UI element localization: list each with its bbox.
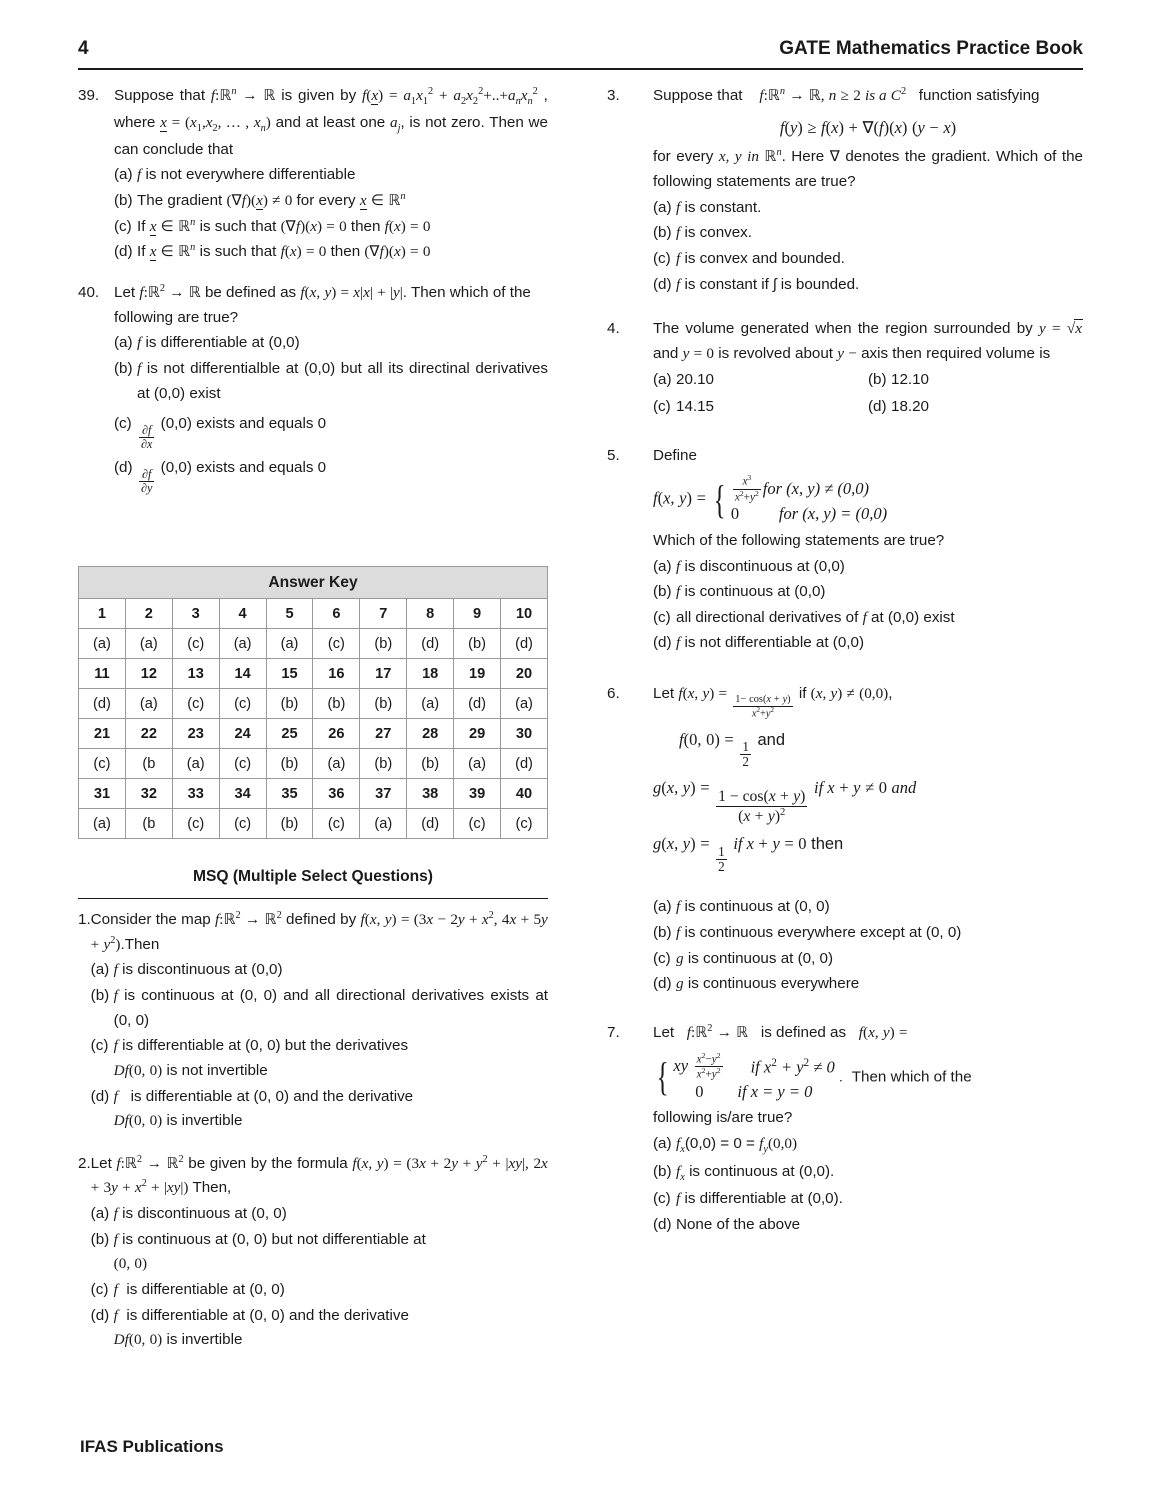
akey-ans: (c) — [454, 809, 501, 839]
akey-ans: (b — [125, 809, 172, 839]
option-label: (d) — [653, 975, 672, 993]
question-stem-cont: Which of the following statements are true? — [653, 531, 945, 549]
option-b: (b) f is continuous at (0,0) — [653, 580, 1083, 605]
question-number: 5. — [607, 446, 620, 464]
akey-ans: (d) — [79, 689, 126, 719]
option-label: (c) — [90, 1037, 109, 1055]
option-label: (a) — [90, 1205, 110, 1223]
stem-text-1: Let — [114, 284, 136, 301]
option-a: (a) $f_x(0,0) = 0 = f_y(0,0)$ — [653, 1132, 1083, 1159]
formula-convexity: f(y) ≥ f(x) + ∇(f)(x) (y − x) — [779, 117, 957, 137]
akey-num: 33 — [172, 779, 219, 809]
option-c: (c) g is continuous at (0, 0) — [653, 947, 1083, 972]
option-text: (0,0) = 0 = — [684, 1134, 755, 1152]
akey-ans: (b) — [360, 749, 407, 779]
akey-num: 14 — [219, 659, 266, 689]
partial-derivative-y: $\frac{\partial f}{\partial y}$ — [141, 467, 153, 496]
option-label: (a) — [653, 1134, 672, 1152]
option-a — [653, 368, 868, 393]
option-text: is differentiable at (0,0). — [684, 1190, 843, 1208]
akey-num: 39 — [454, 779, 501, 809]
table-row — [79, 659, 548, 689]
option-label: (d) — [90, 1306, 110, 1324]
options-row-1 — [653, 368, 1083, 393]
akey-ans: (a) — [219, 629, 266, 659]
question-number: 2. — [78, 1154, 91, 1172]
stem-text-1: Suppose that — [114, 87, 206, 105]
stem-text-1: Suppose that — [653, 87, 743, 105]
option-label: (b) — [653, 924, 672, 942]
option-text: is invertible — [166, 1331, 243, 1349]
option-b: (b) $f_x$ is continuous at (0,0). — [653, 1160, 1083, 1187]
akey-ans: (a) — [266, 629, 313, 659]
option-label: (a) — [653, 198, 672, 216]
question-3 — [607, 84, 1083, 297]
stem-text-2: defined by — [286, 911, 357, 929]
option-label: (b) — [114, 359, 133, 377]
option-text: 18.20 — [891, 398, 930, 416]
options-row-2 — [653, 395, 1083, 420]
option-label: (a) — [114, 166, 133, 184]
akey-ans: (b) — [454, 629, 501, 659]
option-text: is discontinuous at (0,0) — [684, 557, 845, 575]
option-c: (c) If x ∈ ℝ$^n$ is such that (∇f)(x) = 0 then f(x) = 0 — [114, 215, 548, 240]
option-c: (c) f is differentiable at (0,0). — [653, 1187, 1083, 1212]
option-label: (b) — [653, 1162, 672, 1180]
akey-num: 5 — [266, 599, 313, 629]
akey-num: 9 — [454, 599, 501, 629]
option-label: (c) — [114, 217, 132, 235]
akey-ans: (c) — [313, 629, 360, 659]
option-label: (b) — [90, 987, 110, 1004]
akey-num: 2 — [125, 599, 172, 629]
stem-text-1: The volume generated when the region surrounded by — [653, 320, 1033, 338]
option-c-cont: Df(0, 0) is not invertible — [113, 1061, 268, 1079]
fraction-x3-over-x2y2: $\frac{x^3}{x^2+y^2}$ — [734, 473, 759, 504]
option-text: is continuous at (0, 0) — [687, 949, 834, 967]
question-stem: Let f(x, y) = $\frac{1- \cos(x + y)}{x^2+y^2}$ if (x, y) ≠ (0,0), — [653, 685, 893, 720]
option-text: is discontinuous at (0,0) — [122, 961, 283, 979]
option-label: (d) — [653, 275, 672, 293]
option-text: If — [137, 217, 146, 235]
option-label: (b) — [868, 371, 887, 389]
akey-ans: (a) — [313, 749, 360, 779]
option-label: (b) — [653, 583, 672, 601]
question-stem: Suppose that f:ℝ$^n$ → ℝ, n ≥ 2 is a $C^2$ function satisfying — [653, 86, 1040, 105]
akey-ans: (b — [125, 749, 172, 779]
option-label: (c) — [653, 949, 671, 967]
option-label: (d) — [868, 398, 887, 416]
case-2-value: 0 — [695, 1081, 704, 1101]
question-number: 40. — [78, 283, 100, 301]
stem-text-1: Let — [653, 685, 675, 703]
akey-ans: (b) — [313, 689, 360, 719]
stem-text-1: Let — [653, 1023, 675, 1041]
akey-ans: (b) — [360, 629, 407, 659]
akey-ans: (b) — [266, 809, 313, 839]
option-c: (c) f is differentiable at (0, 0) but the derivatives — [91, 1034, 548, 1059]
option-text: is continuous at (0, 0) and all directional derivatives exists at (0, 0) — [113, 987, 548, 1029]
publisher-footer: IFAS Publications — [80, 1437, 224, 1456]
question-number: 1. — [78, 911, 91, 928]
option-text: is continuous at (0,0) — [684, 583, 826, 601]
option-text: is continuous everywhere except at (0, 0) — [684, 924, 962, 942]
akey-num: 15 — [266, 659, 313, 689]
option-label: (d) — [114, 243, 133, 261]
fraction-one-half-2: $\frac{1}{2}$ — [718, 843, 725, 874]
akey-num: 19 — [454, 659, 501, 689]
option-label: (b) — [114, 191, 133, 209]
option-a: (a) f is continuous at (0, 0) — [653, 895, 1083, 920]
akey-ans: (a) — [360, 809, 407, 839]
header-divider — [78, 68, 1083, 70]
akey-num: 12 — [125, 659, 172, 689]
akey-ans: (d) — [501, 749, 548, 779]
question-number: 4. — [607, 320, 620, 338]
akey-num: 25 — [266, 719, 313, 749]
akey-ans: (c) — [219, 689, 266, 719]
option-d-cont: Df(0, 0) is invertible — [113, 1112, 243, 1130]
option-d — [114, 456, 548, 494]
akey-ans: (c) — [172, 689, 219, 719]
akey-num: 4 — [219, 599, 266, 629]
akey-num: 38 — [407, 779, 454, 809]
akey-ans: (c) — [172, 629, 219, 659]
option-d — [653, 1213, 1083, 1238]
option-a: (a) f is discontinuous at (0,0) — [653, 555, 1083, 580]
option-c: (c) f is differentiable at (0, 0) — [91, 1278, 548, 1303]
akey-ans: (a) — [125, 629, 172, 659]
akey-num: 32 — [125, 779, 172, 809]
case-1-condition: for (x, y) ≠ (0,0) — [762, 479, 869, 499]
stem-text-3: Then which of the — [851, 1068, 972, 1086]
option-label: (c) — [90, 1281, 109, 1298]
stem-text-2: and — [757, 730, 786, 749]
option-a: (a) f is discontinuous at (0,0) — [91, 958, 548, 983]
option-d: (d) f is constant if ʃ is bounded. — [653, 273, 1083, 298]
question-number: 3. — [607, 87, 620, 104]
option-text: None of the above — [676, 1216, 801, 1234]
option-text: is not differentialble at (0,0) but all its directinal derivatives at (0,0) exist — [137, 359, 548, 402]
question-stem: Let f:ℝ$^2$ → ℝ$^2$ be given by the formula f(x, $y) = (3x + 2y + y^2 + |xy|$, $2x + 3y + x^2 + |xy|$) Then, — [90, 1153, 548, 1197]
akey-ans: (a) — [454, 749, 501, 779]
option-text: is not everywhere differentiable — [145, 166, 356, 184]
table-row — [79, 779, 548, 809]
page-number: 4 — [78, 38, 89, 59]
option-text: 14.15 — [676, 398, 715, 416]
table-row — [79, 629, 548, 659]
fraction-g: $\frac{1 - \cos(x + y)}{(x + y)^2}$ — [718, 788, 806, 825]
question-stem: Consider the map f:ℝ$^2$ → ℝ$^2$ defined by f(x, $y) = (3x - 2y + x^2$, $4x + 5y + y^2).Then$ — [90, 910, 548, 953]
option-label: (c) — [114, 415, 132, 433]
option-d: (d) f is not differentiable at (0,0) — [653, 631, 1083, 656]
option-text: 20.10 — [676, 371, 715, 389]
akey-num: 26 — [313, 719, 360, 749]
option-label: (d) — [653, 634, 672, 652]
stem-text-3: is revolved about — [718, 344, 834, 362]
case-2-value: 0 — [730, 504, 740, 524]
option-d: (d) g is continuous everywhere — [653, 972, 1083, 997]
option-label: (b) — [653, 224, 672, 242]
option-d: (d) If x ∈ ℝ$^n$ is such that f(x) = 0 then (∇f)(x) = 0 — [114, 240, 548, 265]
right-column — [607, 84, 1083, 1252]
akey-ans: (d) — [501, 629, 548, 659]
option-label: (b) — [90, 1230, 110, 1248]
option-text: is differentiable at (0, 0) and the derivative — [130, 1087, 414, 1105]
akey-ans: (d) — [407, 809, 454, 839]
option-label: (a) — [653, 898, 672, 916]
option-c — [114, 412, 548, 450]
akey-ans: (c) — [313, 809, 360, 839]
option-text: The gradient — [137, 191, 223, 209]
option-a: (a) f is differentiable at (0,0) — [114, 331, 548, 356]
option-d-cont: Df(0, 0) is invertible — [113, 1331, 243, 1349]
akey-num: 11 — [79, 659, 126, 689]
stem-text-2: and — [653, 344, 679, 362]
answer-key-table — [78, 566, 548, 839]
stem-text-3: then — [811, 835, 844, 854]
akey-ans: (c) — [219, 749, 266, 779]
option-text: 12.10 — [891, 371, 930, 389]
option-label: (c) — [653, 398, 671, 416]
question-4 — [607, 317, 1083, 420]
msq-divider — [78, 898, 548, 899]
question-40 — [78, 281, 548, 495]
fraction-f-definition: $\frac{1- \cos(x + y)}{x^2+y^2}$ — [735, 694, 791, 720]
stem-text-3: and at least one — [275, 113, 386, 131]
option-a: (a) f is not everywhere differentiable — [114, 163, 548, 188]
question-stem: Let f:ℝ$^2$ → ℝ be defined as f(x, y) = x|x| + |y|. Then which of the following are true? — [114, 282, 531, 326]
option-d: (d) f is differentiable at (0, 0) and the derivative — [91, 1304, 548, 1329]
option-label: (a) — [114, 334, 133, 352]
msq-heading: MSQ (Multiple Select Questions) — [193, 868, 433, 885]
akey-num: 31 — [79, 779, 126, 809]
stem-text-2: , where — [114, 87, 548, 131]
table-row — [79, 749, 548, 779]
akey-ans: (d) — [454, 689, 501, 719]
akey-num: 27 — [360, 719, 407, 749]
akey-ans: (c) — [79, 749, 126, 779]
stem-text-2: which of the following are true? — [114, 284, 531, 326]
option-text: is continuous at (0, 0) but not differentiable at — [122, 1230, 426, 1248]
akey-num: 7 — [360, 599, 407, 629]
option-label: (d) — [653, 1216, 672, 1234]
option-b-cont: (0, 0) — [113, 1255, 148, 1273]
option-b: (b) f is continuous everywhere except at (0, 0) — [653, 921, 1083, 946]
stem-text-2: function satisfying — [918, 87, 1040, 105]
akey-ans: (a) — [172, 749, 219, 779]
option-text: is convex. — [684, 224, 752, 242]
option-text: is not invertible — [166, 1061, 268, 1079]
option-text: all directional derivatives of — [676, 608, 859, 626]
akey-num: 36 — [313, 779, 360, 809]
question-stem: Let f:ℝ$^2$ → ℝ is defined as f(x, y) = — [653, 1022, 908, 1041]
akey-ans: (c) — [219, 809, 266, 839]
question-39 — [78, 84, 548, 265]
akey-ans: (a) — [407, 689, 454, 719]
option-text: is differentiable at (0,0) — [145, 334, 300, 352]
akey-num: 21 — [79, 719, 126, 749]
msq-question-2 — [78, 1152, 548, 1353]
table-row — [79, 689, 548, 719]
akey-ans: (a) — [125, 689, 172, 719]
option-d — [868, 395, 1083, 420]
option-label: (c) — [653, 249, 671, 267]
akey-num: 17 — [360, 659, 407, 689]
option-label: (c) — [653, 608, 671, 626]
fraction-x2y2: $\frac{x^2-y^2}{x^2+y^2}$ — [696, 1050, 721, 1081]
akey-num: 35 — [266, 779, 313, 809]
stem-text-3: Then, — [192, 1179, 232, 1197]
akey-ans: (b) — [407, 749, 454, 779]
fraction-one-half: $\frac{1}{2}$ — [742, 738, 749, 769]
left-brace-icon: { — [656, 1054, 669, 1100]
page-header — [78, 38, 1083, 60]
akey-num: 13 — [172, 659, 219, 689]
akey-num: 23 — [172, 719, 219, 749]
formula-g-definition: g(x, y) = $\frac{1 - \cos(x + y)}{(x + y)^2}$ if x + y ≠ 0 and — [653, 777, 917, 825]
option-label: (a) — [653, 557, 672, 575]
akey-num: 18 — [407, 659, 454, 689]
stem-text-4: . Here ∇ denotes the gradient. Which of the following statements are true? — [653, 148, 1083, 191]
akey-ans: (a) — [79, 629, 126, 659]
book-title: GATE Mathematics Practice Book — [779, 38, 1083, 59]
akey-ans: (b) — [266, 689, 313, 719]
question-6 — [607, 682, 1083, 997]
option-b: (b) The gradient (∇f)(x) ≠ 0 for every x ∈ ℝ$^n$ — [114, 189, 548, 214]
question-7 — [607, 1021, 1083, 1238]
option-b: (b) f is convex. — [653, 221, 1083, 246]
akey-ans: (a) — [79, 809, 126, 839]
case-2-condition: for (x, y) = (0,0) — [778, 504, 888, 524]
akey-num: 29 — [454, 719, 501, 749]
stem-text-3: for every — [653, 148, 714, 166]
formula-piecewise-f: f(x, y) = { $\frac{x^3}{x^2+y^2}$ for (x, y) ≠ (0,0) 0 for (x, y) = (0,0) — [653, 473, 888, 524]
akey-ans: (b) — [266, 749, 313, 779]
option-b — [868, 368, 1083, 393]
akey-ans: (d) — [407, 629, 454, 659]
option-b: (b) f is continuous at (0, 0) and all directional derivatives exists at (0, 0) — [91, 984, 548, 1033]
case-1-condition: if $x^2 + y^2 \ne 0$ — [750, 1056, 835, 1077]
stem-text-2: be given by the formula — [188, 1154, 348, 1172]
option-text: is continuous at (0, 0) — [684, 898, 830, 916]
option-text: (0,0) exists and equals 0 — [160, 415, 327, 433]
option-d: (d) f is differentiable at (0, 0) and the derivative — [91, 1085, 548, 1110]
table-row — [79, 809, 548, 839]
akey-num: 24 — [219, 719, 266, 749]
table-row — [79, 719, 548, 749]
question-stem: Define — [653, 446, 697, 464]
option-label: (d) — [90, 1087, 110, 1105]
question-stem-cont: for every x, y in ℝ$^n$. Here ∇ denotes the gradient. Which of the following statements are true? — [653, 147, 1083, 191]
akey-num: 10 — [501, 599, 548, 629]
akey-num: 3 — [172, 599, 219, 629]
option-text: is continuous at (0,0). — [689, 1162, 835, 1180]
option-c: (c) f is convex and bounded. — [653, 247, 1083, 272]
option-text: is constant. — [684, 198, 762, 216]
akey-num: 20 — [501, 659, 548, 689]
question-number: 6. — [607, 685, 620, 703]
akey-num: 28 — [407, 719, 454, 749]
question-5 — [607, 444, 1083, 656]
akey-num: 1 — [79, 599, 126, 629]
option-c: (c) all directional derivatives of f at (0,0) exist — [653, 606, 1083, 631]
stem-text-1: Consider the map — [90, 911, 211, 929]
akey-ans: (a) — [501, 689, 548, 719]
question-number: 7. — [607, 1023, 620, 1041]
msq-question-list — [78, 908, 548, 1367]
akey-ans: (c) — [501, 809, 548, 839]
option-text: is convex and bounded. — [684, 249, 845, 267]
stem-text-4: , is not zero. Then we can conclude that — [114, 113, 548, 158]
option-c — [653, 395, 868, 420]
akey-num: 8 — [407, 599, 454, 629]
option-text: is differentiable at (0, 0) but the derivatives — [122, 1037, 409, 1055]
formula-f-at-origin: f(0, 0) = $\frac{1}{2}$ and — [679, 729, 786, 769]
question-stem-cont: following is/are true? — [653, 1109, 793, 1127]
formula-piecewise-q7: { xy $\frac{x^2-y^2}{x^2+y^2}$ if $x^2 + y^2 \ne 0$ 0 if x = y = 0 . Then which of the — [656, 1050, 972, 1101]
akey-num: 30 — [501, 719, 548, 749]
question-stem: The volume generated when the region surrounded by y = √x and y = 0 is revolved about y − axis then required volume is — [653, 320, 1082, 362]
option-label: (a) — [90, 961, 110, 979]
partial-derivative-x: $\frac{\partial f}{\partial x}$ — [141, 422, 153, 451]
option-text: is continuous everywhere — [687, 975, 860, 993]
akey-num: 34 — [219, 779, 266, 809]
option-text: is differentiable at (0, 0) and the derivative — [126, 1306, 409, 1324]
answer-key-title: Answer Key — [79, 567, 548, 599]
stem-text-1: Let — [90, 1154, 112, 1172]
option-text: (0,0) exists and equals 0 — [160, 459, 327, 477]
stem-text-4: axis then required volume is — [861, 344, 1051, 362]
question-number: 39. — [78, 87, 100, 104]
option-label: (d) — [114, 459, 133, 477]
option-b: (b) f is not differentialble at (0,0) but all its directinal derivatives at (0,0) exist — [114, 357, 548, 406]
option-text: is constant if ʃ is bounded. — [684, 275, 860, 293]
akey-ans: (c) — [172, 809, 219, 839]
question-stem: Suppose that f:ℝ$^n$ → ℝ is given by $f(x) = a_1x_1^2 + a_2x_2^2+..+a_nx_n^2$ , where $x = (x_1,x_2$, … , $x_n$) and at least one $a_j$, is not zero. Then we can conclude that — [114, 86, 548, 158]
option-text-2: at (0,0) exist — [871, 608, 955, 626]
akey-ans: (b) — [360, 689, 407, 719]
option-a: (a) f is constant. — [653, 196, 1083, 221]
formula-g-at-zero: g(x, y) = $\frac{1}{2}$ if x + y = 0 then — [653, 834, 844, 874]
option-label: (a) — [653, 371, 672, 389]
msq-question-1 — [78, 908, 548, 1134]
option-text: is differentiable at (0, 0) — [126, 1281, 285, 1298]
left-column — [78, 84, 548, 509]
case-2-condition: if x = y = 0 — [737, 1081, 813, 1101]
option-b: (b) f is continuous at (0, 0) but not differentiable at — [91, 1228, 548, 1253]
option-text: is discontinuous at (0, 0) — [122, 1205, 287, 1223]
option-text: If — [137, 243, 146, 261]
akey-num: 37 — [360, 779, 407, 809]
akey-num: 22 — [125, 719, 172, 749]
stem-text-2: is defined as — [760, 1023, 847, 1041]
option-text: is not differentiable at (0,0) — [684, 634, 865, 652]
option-a: (a) f is discontinuous at (0, 0) — [91, 1202, 548, 1227]
akey-num: 6 — [313, 599, 360, 629]
akey-num: 16 — [313, 659, 360, 689]
table-row — [79, 599, 548, 629]
akey-num: 40 — [501, 779, 548, 809]
option-label: (c) — [653, 1190, 671, 1208]
left-brace-icon: { — [714, 477, 727, 523]
stem-text-3: .Then — [120, 935, 160, 953]
option-text: is invertible — [166, 1112, 243, 1130]
